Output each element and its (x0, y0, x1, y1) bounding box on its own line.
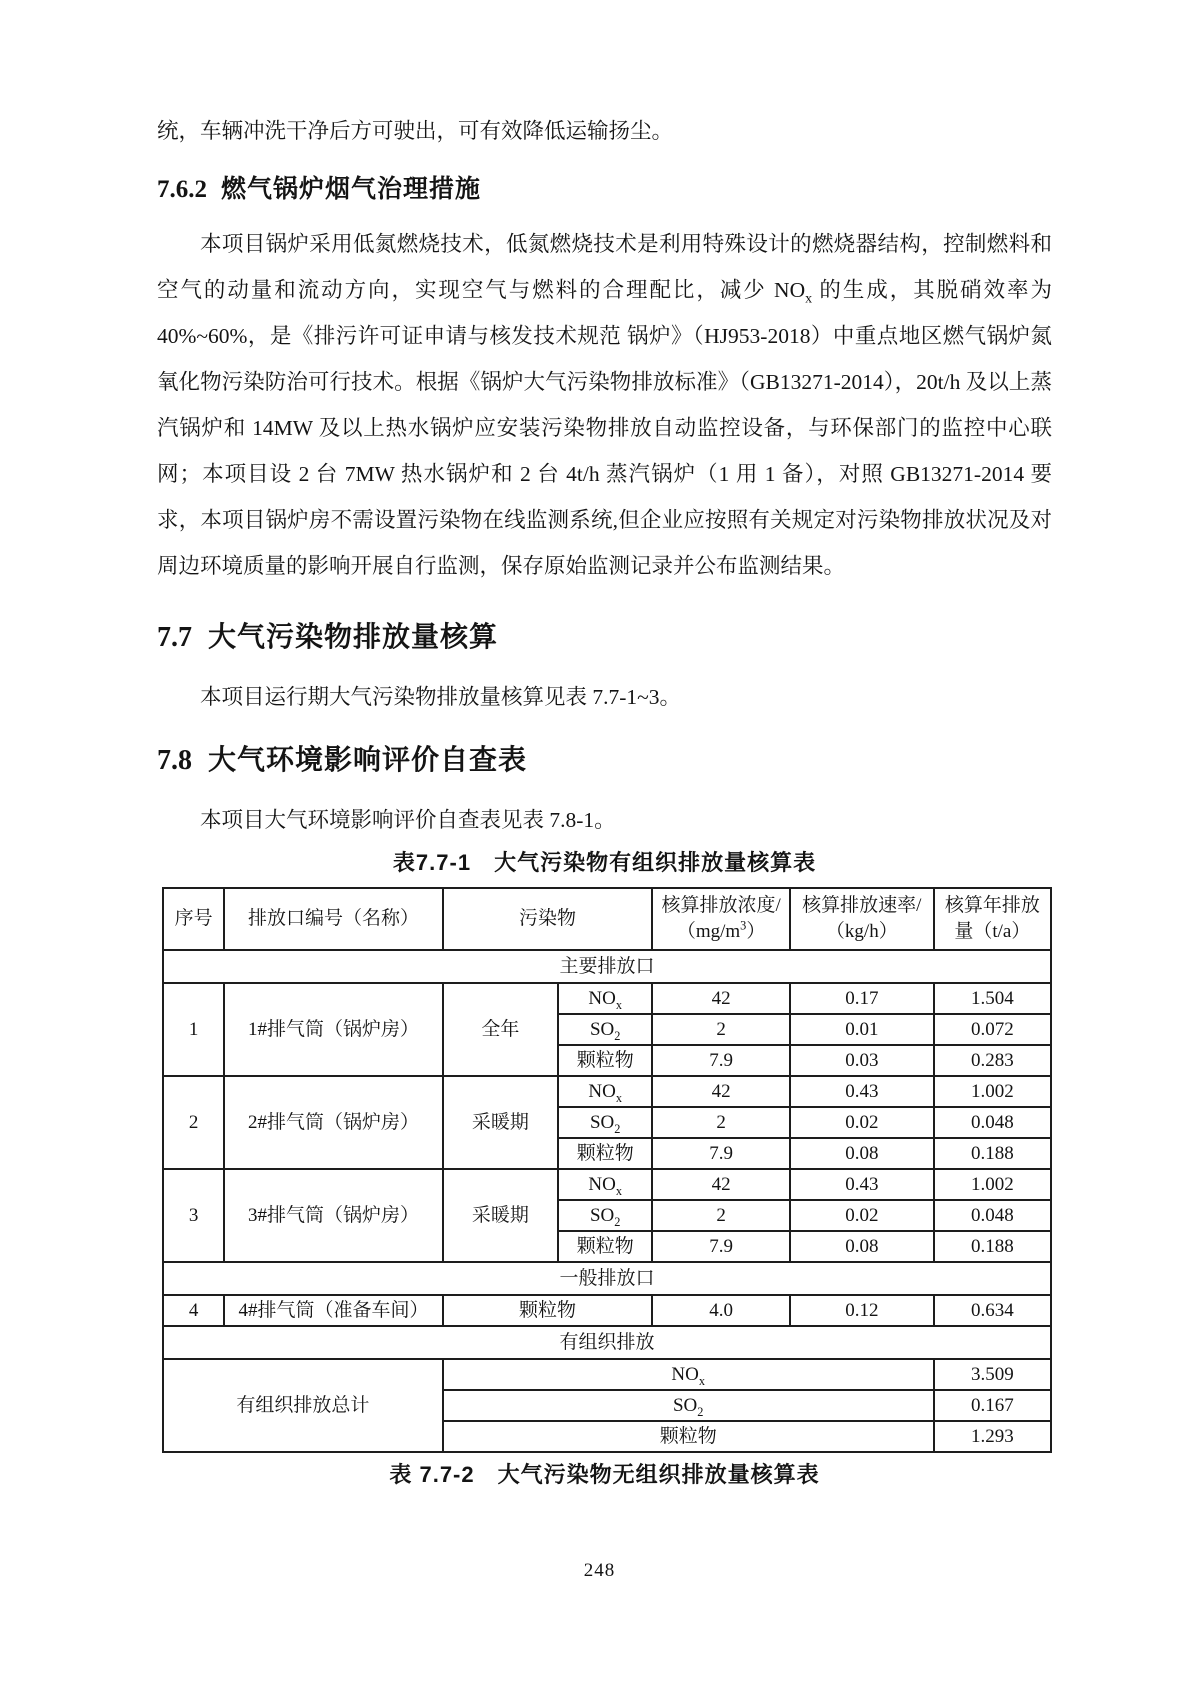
annual-cell: 3.509 (934, 1359, 1051, 1390)
rate-cell: 0.02 (790, 1200, 934, 1231)
annual-cell: 1.002 (934, 1076, 1051, 1107)
table-row (163, 1076, 1051, 1107)
heading-number: 7.6.2 (157, 176, 207, 203)
header-rate: 核算排放速率/（kg/h） (790, 888, 934, 950)
annual-cell: 0.048 (934, 1200, 1051, 1231)
conc-cell: 2 (652, 1200, 790, 1231)
annual-cell: 0.188 (934, 1231, 1051, 1262)
pollutant-cell (558, 1138, 652, 1169)
pollutant-subscript: 2 (614, 1028, 621, 1043)
pollutant-cell (558, 1169, 652, 1200)
header-concentration-superscript: 3 (740, 918, 747, 933)
rate-cell: 0.02 (790, 1107, 934, 1138)
period-cell: 采暖期 (443, 1169, 558, 1262)
seq-cell: 1 (163, 983, 224, 1076)
conc-cell: 7.9 (652, 1045, 790, 1076)
outlet-cell: 1#排气筒（锅炉房） (224, 983, 442, 1076)
pollutant-subscript: x (615, 1183, 623, 1198)
period-cell: 采暖期 (443, 1076, 558, 1169)
table-row (163, 1169, 1051, 1200)
pollutant-cell (558, 983, 652, 1014)
section-row-organized-emission (163, 1326, 1051, 1359)
rate-cell: 0.01 (790, 1014, 934, 1045)
section-label: 主要排放口 (163, 950, 1051, 983)
conc-cell: 2 (652, 1107, 790, 1138)
conc-cell: 4.0 (652, 1295, 790, 1326)
pollutant-cell (558, 1076, 652, 1107)
heading-title: 大气污染物排放量核算 (208, 621, 499, 652)
section-row-main-outlets (163, 950, 1051, 983)
outlet-cell: 2#排气筒（锅炉房） (224, 1076, 442, 1169)
annual-cell: 0.188 (934, 1138, 1051, 1169)
table-header-row (163, 888, 1051, 950)
pollutant-name: NO (588, 1080, 616, 1102)
paragraph-7-8: 本项目大气环境影响评价自查表见表 7.8-1。 (200, 808, 616, 832)
pollutant-name: 颗粒物 (659, 1425, 717, 1447)
paragraph-text: 的生成，其脱硝效率为 40%~60%，是《排污许可证申请与核发技术规范 锅炉》（HJ953-2018）中重点地区燃气锅炉氮氧化物污染防治可行技术。根据《锅炉大气污染物排放标准》（GB13271-2014），20t/h 及以上蒸汽锅炉和 14MW 及以上热水锅炉应安装污染物排放自动监控设备，与环保部门的监控中心联网；本项目设 2 台 7MW 热水锅炉和 2 台 4t/h 蒸汽锅炉（1 用 1 备），对照 GB13271-2014 要求，本项目锅炉房不需设置污染物在线监测系统,但企业应按照有关规定对污染物排放状况及对周边环境质量的影响开展自行监测，保存原始监测记录并公布监测结果。 (157, 278, 1052, 578)
seq-cell: 2 (163, 1076, 224, 1169)
pollutant-cell (443, 1421, 934, 1452)
rate-cell: 0.12 (790, 1295, 934, 1326)
pollutant-name: NO (671, 1363, 699, 1385)
pollutant-subscript: 2 (697, 1404, 704, 1419)
annual-cell: 0.634 (934, 1295, 1051, 1326)
header-outlet: 排放口编号（名称） (224, 888, 442, 950)
conc-cell: 7.9 (652, 1138, 790, 1169)
heading-title: 大气环境影响评价自查表 (208, 744, 528, 775)
chem-nox: NO (774, 278, 806, 302)
annual-cell: 0.167 (934, 1390, 1051, 1421)
header-concentration (652, 888, 790, 950)
header-annual: 核算年排放量（t/a） (934, 888, 1051, 950)
heading-number: 7.7 (157, 622, 192, 653)
annual-cell: 1.002 (934, 1169, 1051, 1200)
paragraph-continuation: 统，车辆冲洗干净后方可驶出，可有效降低运输扬尘。 (157, 119, 674, 143)
table-caption-7-7-1: 表7.7-1 大气污染物有组织排放量核算表 (392, 850, 817, 875)
pollutant-subscript: x (615, 997, 623, 1012)
pollutant-name: NO (588, 1173, 616, 1195)
pollutant-name: 颗粒物 (576, 1049, 634, 1071)
annual-cell: 0.072 (934, 1014, 1051, 1045)
paragraph-boiler-measures (157, 221, 1052, 589)
pollutant-cell (558, 1231, 652, 1262)
pollutant-name: 颗粒物 (576, 1235, 634, 1257)
section-label: 一般排放口 (163, 1262, 1051, 1295)
outlet-cell: 4#排气筒（准备车间） (224, 1295, 442, 1326)
table-row (163, 983, 1051, 1014)
totals-label-cell: 有组织排放总计 (163, 1359, 443, 1452)
section-label: 有组织排放 (163, 1326, 1051, 1359)
conc-cell: 42 (652, 1169, 790, 1200)
pollutant-cell (558, 1200, 652, 1231)
heading-number: 7.8 (157, 745, 192, 776)
page-number: 248 (583, 1560, 616, 1581)
rate-cell: 0.43 (790, 1076, 934, 1107)
pollutant-name: NO (588, 987, 616, 1009)
table-row (163, 1359, 1051, 1390)
pollutant-cell (558, 1045, 652, 1076)
annual-cell: 0.283 (934, 1045, 1051, 1076)
outlet-cell: 3#排气筒（锅炉房） (224, 1169, 442, 1262)
pollutant-subscript: 2 (614, 1214, 621, 1229)
section-row-general-outlets (163, 1262, 1051, 1295)
pollutant-cell (443, 1359, 934, 1390)
pollutant-name: SO (672, 1394, 698, 1416)
heading-7-8 (157, 740, 1052, 781)
pollutant-name: 颗粒物 (576, 1142, 634, 1164)
paragraph-text: 本项目锅炉采用低氮燃烧技术，低氮燃烧技术是利用特殊设计的燃烧器结构，控制燃料和空气的动量和流动方向，实现空气与燃料的合理配比，减少 (157, 232, 1052, 302)
rate-cell: 0.17 (790, 983, 934, 1014)
seq-cell: 3 (163, 1169, 224, 1262)
rate-cell: 0.08 (790, 1138, 934, 1169)
pollutant-name: SO (589, 1111, 615, 1133)
pollutant-cell (558, 1107, 652, 1138)
paragraph-7-7: 本项目运行期大气污染物排放量核算见表 7.7-1~3。 (200, 685, 682, 709)
emission-accounting-table (162, 887, 1052, 1453)
conc-cell: 7.9 (652, 1231, 790, 1262)
conc-cell: 42 (652, 1076, 790, 1107)
rate-cell: 0.03 (790, 1045, 934, 1076)
rate-cell: 0.08 (790, 1231, 934, 1262)
chem-nox-subscript: x (805, 291, 813, 307)
conc-cell: 2 (652, 1014, 790, 1045)
annual-cell: 1.293 (934, 1421, 1051, 1452)
seq-cell: 4 (163, 1295, 224, 1326)
annual-cell: 0.048 (934, 1107, 1051, 1138)
pollutant-subscript: 2 (614, 1121, 621, 1136)
period-cell: 全年 (443, 983, 558, 1076)
table-row (163, 1295, 1051, 1326)
pollutant-subscript: x (615, 1090, 623, 1105)
heading-7-7 (157, 617, 1052, 658)
heading-title: 燃气锅炉烟气治理措施 (221, 175, 482, 203)
header-seq: 序号 (163, 888, 224, 950)
pollutant-cell (558, 1014, 652, 1045)
heading-7-6-2 (157, 172, 1052, 207)
pollutant-cell: 颗粒物 (443, 1295, 653, 1326)
pollutant-name: SO (589, 1018, 615, 1040)
pollutant-name: SO (589, 1204, 615, 1226)
table-caption-7-7-2: 表 7.7-2 大气污染物无组织排放量核算表 (389, 1462, 820, 1487)
rate-cell: 0.43 (790, 1169, 934, 1200)
pollutant-subscript: x (698, 1373, 706, 1388)
annual-cell: 1.504 (934, 983, 1051, 1014)
header-concentration-text: 核算排放浓度/（mg/m (661, 895, 781, 942)
conc-cell: 42 (652, 983, 790, 1014)
header-pollutant: 污染物 (443, 888, 653, 950)
header-concentration-text: ） (746, 921, 766, 942)
pollutant-cell (443, 1390, 934, 1421)
